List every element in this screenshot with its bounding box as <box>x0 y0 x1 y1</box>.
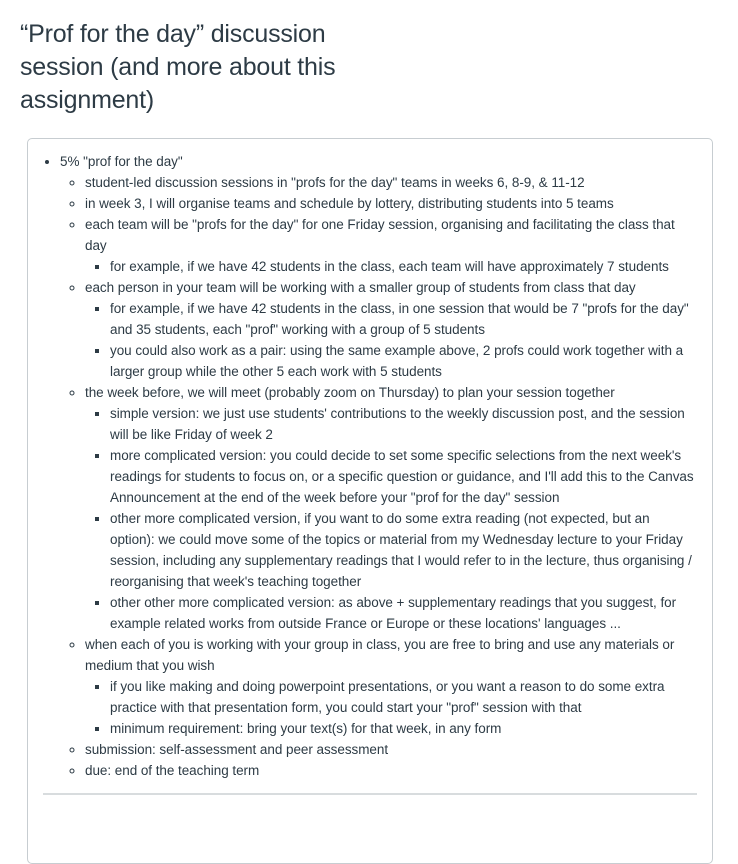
list-sublist <box>60 172 697 781</box>
divider <box>43 793 697 795</box>
list-item: ▪ minimum requirement: bring your text(s) for that week, in any form <box>110 718 697 739</box>
list-sublist <box>85 298 697 382</box>
list-item: ▪ simple version: we just use students' contributions to the weekly discussion post, and the session will be like Friday of week 2 <box>110 403 697 445</box>
page-title: “Prof for the day” discussion session (and more about this assignment) <box>20 20 336 114</box>
list-sublist <box>85 676 697 739</box>
list-item: • 5% "prof for the day" ◦ student-led discussion sessions in "profs for the day" teams in weeks 6, 8-9, & 11-12 ◦ in week 3, I will organise teams and schedule by lottery, distributing students into 5 teams ◦ each team will be "profs for the day" for one Friday session, organising and facilitating the class that day ▪ for example, if we have 42 students in the class, each team will have approximately 7 students ◦ each person in your team will be working with a smaller group of students from class that day ▪ for example, if we have 42 students in the class, in one session that would be 7 "profs for the day" and 35 students, each "prof" working with a group of 5 students ▪ you could also work as a pair: using the same example above, 2 profs could work together with a larger group while the other 5 each work with 5 students ◦ the week before, we will meet (probably zoom on Thursday) to plan your session together ▪ simple version: we just use students' contributions to the weekly discussion post, and the session will be like Friday of week 2 ▪ more complicated version: you could decide to set some specific selections from the next week's readings for students to focus on, or a specific question or guidance, and I'll add this to the Canvas Announcement at the end of the week before your "prof for the day" session ▪ other more complicated version, if you want to do some extra reading (not expected, but an option): we could move some of the topics or material from my Wednesday lecture to your Friday session, including any supplementary readings that I would refer to in the lecture, thus organising / reorganising that week's teaching together ▪ other other more complicated version: as above + supplementary readings that you suggest, for example related works from outside France or Europe or these locations' languages ... ◦ when each of you is working with your group in class, you are free to bring and use any materials or medium that you wish ▪ if you like making and doing powerpoint presentations, or you want a reason to do some extra practice with that presentation form, you could start your "prof" session with that ▪ minimum requirement: bring your text(s) for that week, in any form ◦ submission: self-assessment and peer assessment ◦ due: end of the teaching term <box>60 151 697 781</box>
list-item: ◦ student-led discussion sessions in "profs for the day" teams in weeks 6, 8-9, & 11-12 <box>85 172 697 193</box>
list-item: ▪ other other more complicated version: as above + supplementary readings that you suggest, for example related works from outside France or Europe or these locations' languages ... <box>110 592 697 634</box>
list-item: ◦ when each of you is working with your group in class, you are free to bring and use any materials or medium that you wish ▪ if you like making and doing powerpoint presentations, or you want a reason to do some extra practice with that presentation form, you could start your "prof" session with that ▪ minimum requirement: bring your text(s) for that week, in any form <box>85 634 697 739</box>
list-item: ◦ the week before, we will meet (probably zoom on Thursday) to plan your session together ▪ simple version: we just use students' contributions to the weekly discussion post, and the session will be like Friday of week 2 ▪ more complicated version: you could decide to set some specific selections from the next week's readings for students to focus on, or a specific question or guidance, and I'll add this to the Canvas Announcement at the end of the week before your "prof for the day" session ▪ other more complicated version, if you want to do some extra reading (not expected, but an option): we could move some of the topics or material from my Wednesday lecture to your Friday session, including any supplementary readings that I would refer to in the lecture, thus organising / reorganising that week's teaching together ▪ other other more complicated version: as above + supplementary readings that you suggest, for example related works from outside France or Europe or these locations' languages ... <box>85 382 697 634</box>
assignment-list <box>43 151 697 781</box>
list-item: ▪ if you like making and doing powerpoint presentations, or you want a reason to do some extra practice with that presentation form, you could start your "prof" session with that <box>110 676 697 718</box>
list-item: ▪ you could also work as a pair: using the same example above, 2 profs could work together with a larger group while the other 5 each work with 5 students <box>110 340 697 382</box>
list-item: ▪ for example, if we have 42 students in the class, each team will have approximately 7 students <box>110 256 697 277</box>
list-item: ▪ other more complicated version, if you want to do some extra reading (not expected, but an option): we could move some of the topics or material from my Wednesday lecture to your Friday session, including any supplementary readings that I would refer to in the lecture, thus organising / reorganising that week's teaching together <box>110 508 697 592</box>
list-item: ◦ in week 3, I will organise teams and schedule by lottery, distributing students into 5 teams <box>85 193 697 214</box>
list-item: ◦ each team will be "profs for the day" for one Friday session, organising and facilitating the class that day ▪ for example, if we have 42 students in the class, each team will have approximately 7 students <box>85 214 697 277</box>
list-item: ▪ for example, if we have 42 students in the class, in one session that would be 7 "profs for the day" and 35 students, each "prof" working with a group of 5 students <box>110 298 697 340</box>
list-sublist <box>85 256 697 277</box>
list-sublist <box>85 403 697 634</box>
list-item: ▪ more complicated version: you could decide to set some specific selections from the next week's readings for students to focus on, or a specific question or guidance, and I'll add this to the Canvas Announcement at the end of the week before your "prof for the day" session <box>110 445 697 508</box>
list-item: ◦ each person in your team will be working with a smaller group of students from class that day ▪ for example, if we have 42 students in the class, in one session that would be 7 "profs for the day" and 35 students, each "prof" working with a group of 5 students ▪ you could also work as a pair: using the same example above, 2 profs could work together with a larger group while the other 5 each work with 5 students <box>85 277 697 382</box>
list-item: ◦ due: end of the teaching term <box>85 760 697 781</box>
assignment-content-box <box>27 138 713 864</box>
list-item: ◦ submission: self-assessment and peer assessment <box>85 739 697 760</box>
